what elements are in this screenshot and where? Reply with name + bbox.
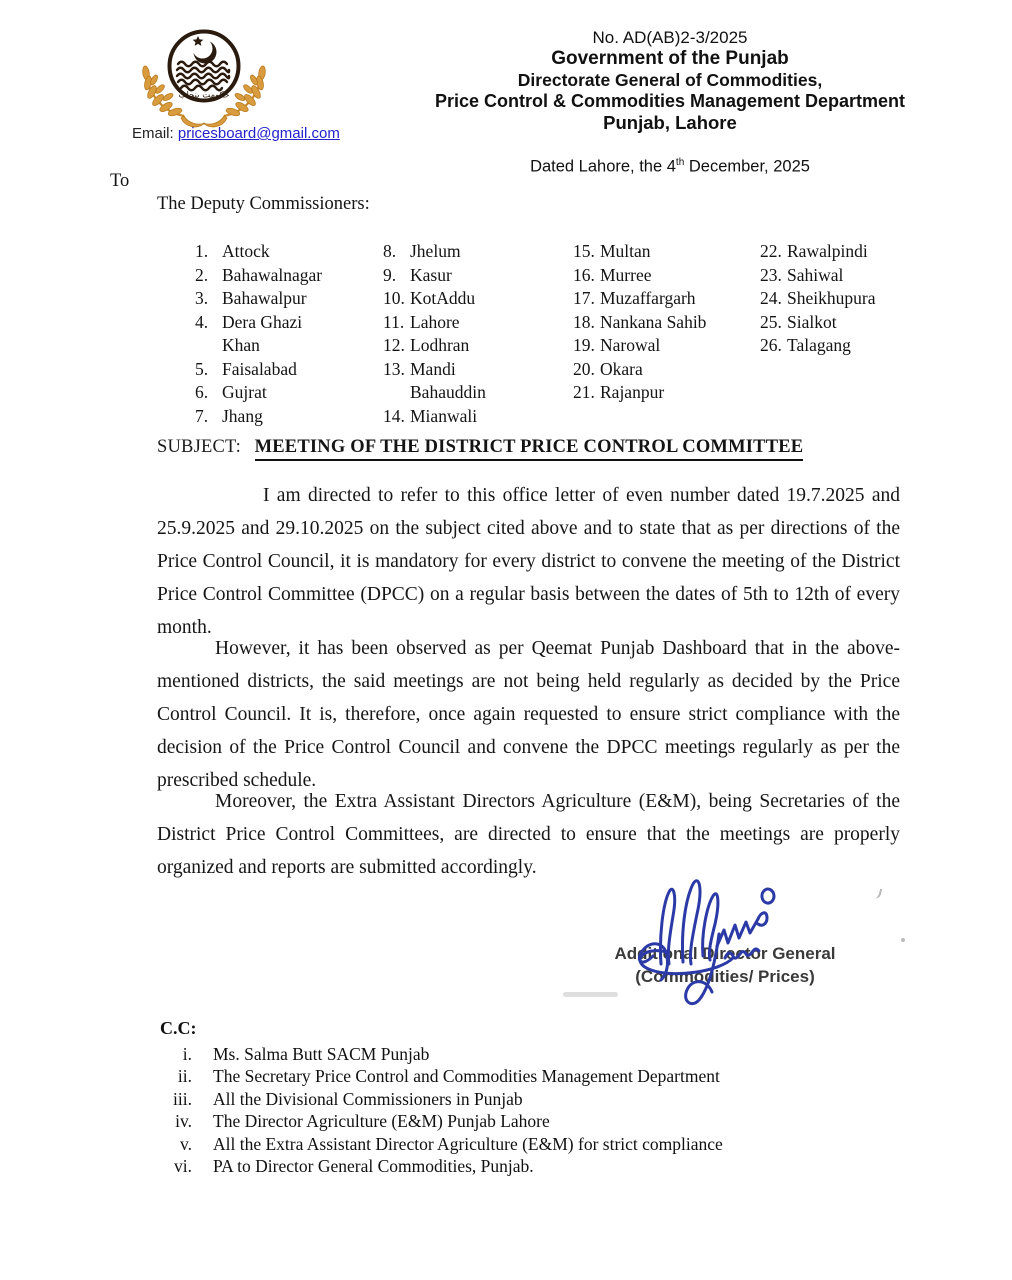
- district-number: 13.: [383, 358, 405, 379]
- district-item: [383, 264, 510, 288]
- district-number: 22.: [760, 241, 782, 261]
- district-number: 1.: [195, 241, 209, 261]
- reference-number: No. AD(AB)2-3/2025: [592, 28, 748, 47]
- subject-title: MEETING OF THE DISTRICT PRICE CONTROL COMMITTEE: [255, 437, 804, 461]
- district-column-2: [383, 240, 510, 428]
- district-item: [195, 405, 332, 429]
- district-name: Mianwali: [410, 405, 478, 426]
- cc-text: PA to Director General Commodities, Punjab.: [213, 1156, 534, 1177]
- body-paragraph-3: Moreover, the Extra Assistant Directors Agriculture (E&M), being Secretaries of the District Price Control Committees, are directed to ensure that the meetings are properly organized and reports are submitted accordingly.: [157, 791, 900, 878]
- district-name: Kasur: [410, 264, 452, 285]
- district-name: Rawalpindi: [787, 241, 868, 261]
- district-number: 2.: [195, 264, 209, 285]
- district-item: [383, 287, 510, 311]
- cc-text: Ms. Salma Butt SACM Punjab: [213, 1044, 430, 1064]
- district-number: 5.: [195, 358, 209, 379]
- cc-item: [160, 1155, 723, 1177]
- district-number: 8.: [383, 241, 397, 261]
- district-item: [195, 287, 332, 311]
- email-line: [132, 125, 340, 142]
- scan-artifact-tick: [872, 887, 882, 900]
- district-item: [573, 311, 730, 335]
- district-item: [195, 240, 332, 264]
- district-name: Gujrat: [222, 382, 267, 402]
- district-number: 6.: [195, 382, 209, 402]
- cc-item: [160, 1133, 723, 1155]
- district-name: Bahawalnagar: [222, 264, 323, 285]
- district-name: Jhelum: [410, 241, 461, 261]
- cc-numeral: iv.: [175, 1111, 192, 1132]
- city-line: Punjab, Lahore: [603, 112, 737, 133]
- email-link[interactable]: pricesboard@gmail.com: [177, 125, 340, 142]
- district-item: [573, 264, 730, 288]
- district-item: [383, 334, 510, 358]
- cc-text: All the Divisional Commissioners in Punjab: [213, 1088, 523, 1109]
- signature-block: [595, 872, 855, 1022]
- district-number: 16.: [573, 264, 595, 285]
- district-number: 12.: [383, 335, 405, 355]
- signatory-title: [595, 942, 855, 988]
- district-number: 7.: [195, 405, 209, 426]
- district-name: Rajanpur: [600, 382, 665, 402]
- emblem-urdu-text: حکومت پنجاب: [178, 90, 230, 101]
- district-number: 15.: [573, 241, 595, 261]
- district-name: Nankana Sahib: [600, 311, 707, 332]
- district-number: 10.: [383, 288, 405, 308]
- scan-artifact-smudge: [563, 992, 618, 997]
- cc-item: [160, 1110, 723, 1132]
- subject-line: [157, 437, 803, 458]
- district-item: [383, 405, 510, 429]
- district-column-3: [573, 240, 730, 428]
- cc-item: [160, 1065, 723, 1087]
- scan-artifact-dot: [901, 938, 905, 942]
- district-item: [383, 240, 510, 264]
- district-list: [195, 240, 907, 428]
- district-name: Sialkot: [787, 311, 837, 332]
- cc-item: [160, 1088, 723, 1110]
- district-name: Jhang: [222, 405, 263, 426]
- emblem-graphic: [128, 24, 278, 128]
- cc-numeral: i.: [182, 1044, 192, 1064]
- district-name: Multan: [600, 241, 651, 261]
- subject-label: SUBJECT:: [157, 437, 241, 457]
- letterhead: [400, 27, 940, 177]
- date-suffix: December, 2025: [684, 157, 810, 176]
- district-item: [760, 287, 907, 311]
- district-item: [195, 358, 332, 382]
- district-item: [383, 358, 510, 405]
- cc-item: [160, 1043, 723, 1065]
- cc-numeral: vi.: [174, 1156, 192, 1177]
- district-name: Okara: [600, 358, 643, 379]
- district-item: [760, 240, 907, 264]
- district-name: Attock: [222, 241, 270, 261]
- district-name: Talagang: [787, 335, 851, 355]
- directorate-title: Directorate General of Commodities,: [517, 70, 823, 90]
- district-name: Dera Ghazi Khan: [222, 311, 303, 355]
- cc-numeral: ii.: [177, 1066, 192, 1087]
- cc-numeral: v.: [180, 1133, 192, 1154]
- district-item: [573, 381, 730, 405]
- district-name: Lahore: [410, 311, 460, 332]
- cc-text: All the Extra Assistant Director Agriculture (E&M) for strict compliance: [213, 1133, 723, 1154]
- cc-numeral: iii.: [173, 1088, 192, 1109]
- district-number: 24.: [760, 288, 782, 308]
- signatory-title-line2: (Commodities/ Prices): [635, 967, 815, 986]
- district-column-4: [760, 240, 907, 428]
- district-name: Faisalabad: [222, 358, 297, 379]
- district-number: 21.: [573, 382, 595, 402]
- district-item: [195, 264, 332, 288]
- district-name: Sheikhupura: [787, 288, 876, 308]
- district-column-1: [195, 240, 332, 428]
- signatory-title-line1: Additional Director General: [614, 944, 836, 963]
- government-title: Government of the Punjab: [551, 48, 789, 69]
- district-number: 4.: [195, 311, 209, 332]
- district-number: 14.: [383, 405, 405, 426]
- district-item: [760, 334, 907, 358]
- cc-text: The Secretary Price Control and Commodities Management Department: [213, 1066, 720, 1087]
- district-number: 26.: [760, 335, 782, 355]
- to-label: To: [110, 171, 130, 191]
- district-item: [573, 287, 730, 311]
- district-name: Bahawalpur: [222, 288, 307, 308]
- district-name: Narowal: [600, 335, 661, 355]
- district-number: 19.: [573, 335, 595, 355]
- date-line: [400, 157, 940, 177]
- department-title: Price Control & Commodities Management Department: [434, 91, 906, 111]
- district-name: Sahiwal: [787, 264, 844, 285]
- district-item: [573, 334, 730, 358]
- recipients-heading: The Deputy Commissioners:: [157, 194, 370, 214]
- district-item: [195, 381, 332, 405]
- date-prefix: Dated Lahore, the 4: [530, 157, 676, 176]
- date-ordinal: th: [675, 157, 685, 168]
- district-name: KotAddu: [410, 288, 476, 308]
- cc-text: The Director Agriculture (E&M) Punjab Lahore: [213, 1111, 550, 1132]
- district-item: [195, 311, 332, 358]
- district-number: 18.: [573, 311, 595, 332]
- district-number: 11.: [383, 311, 405, 332]
- email-label: Email:: [132, 125, 174, 142]
- district-name: Mandi Bahauddin: [410, 358, 486, 402]
- punjab-government-emblem: [128, 24, 278, 128]
- district-item: [573, 240, 730, 264]
- district-name: Muzaffargarh: [600, 288, 696, 308]
- district-name: Lodhran: [410, 335, 470, 355]
- district-name: Murree: [600, 264, 652, 285]
- body-paragraph-2: However, it has been observed as per Qeemat Punjab Dashboard that in the above-mentioned districts, the said meetings are not being held regularly as decided by the Price Control Council. It is, therefore, once again requested to ensure strict compliance with the decision of the Price Control Council and convene the DPCC meetings regularly as per the prescribed schedule.: [157, 638, 900, 791]
- district-number: 17.: [573, 288, 595, 308]
- body-paragraph-1: I am directed to refer to this office letter of even number dated 19.7.2025 and 25.9.2025 and 29.10.2025 on the subject cited above and to state that as per directions of the Price Control Council, it is mandatory for every district to convene the meeting of the District Price Control Committee (DPCC) on a regular basis between the dates of 5th to 12th of every month.: [157, 485, 900, 638]
- district-item: [383, 311, 510, 335]
- district-number: 25.: [760, 311, 782, 332]
- district-number: 3.: [195, 288, 209, 308]
- cc-section: [160, 1018, 723, 1177]
- district-number: 9.: [383, 264, 397, 285]
- district-number: 20.: [573, 358, 595, 379]
- district-item: [573, 358, 730, 382]
- district-item: [760, 311, 907, 335]
- district-number: 23.: [760, 264, 782, 285]
- cc-label: C.C:: [160, 1018, 197, 1038]
- district-item: [760, 264, 907, 288]
